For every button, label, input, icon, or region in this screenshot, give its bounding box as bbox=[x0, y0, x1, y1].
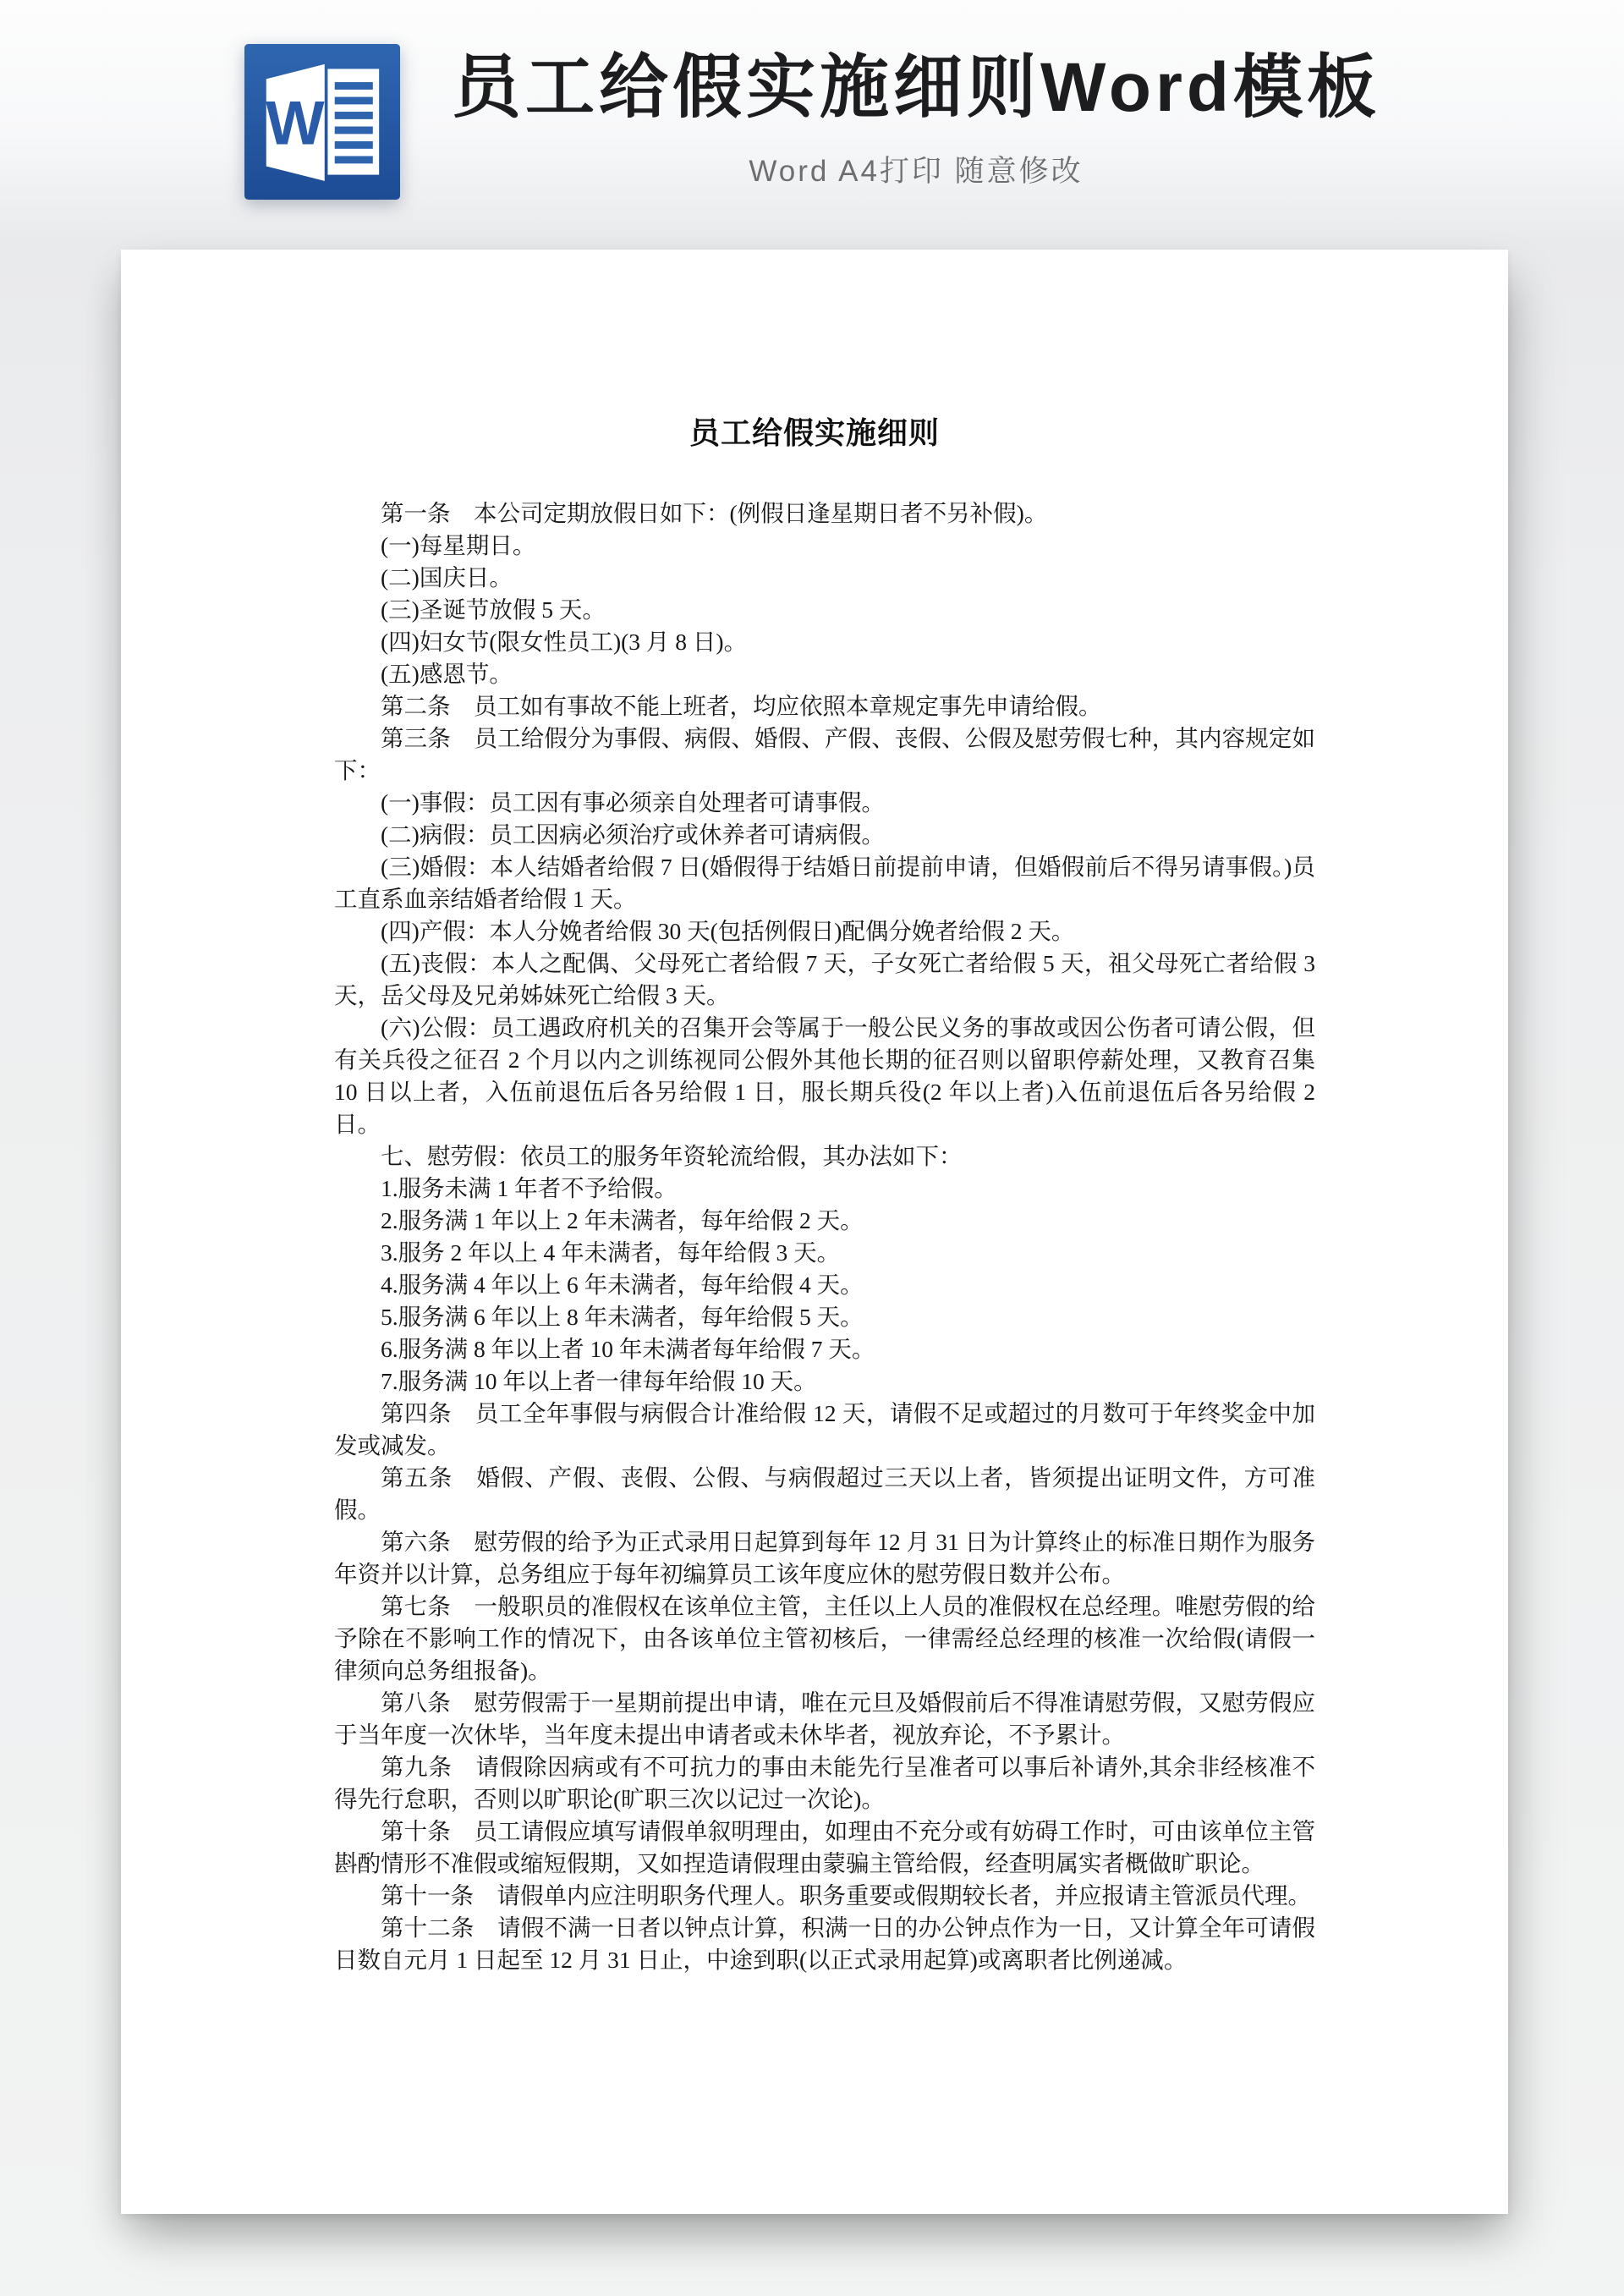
doc-paragraph: 七、慰劳假：依员工的服务年资轮流给假，其办法如下： bbox=[381, 1143, 963, 1169]
doc-paragraph: (三)婚假：本人结婚者给假 7 日(婚假得于结婚日前提前申请，但婚假前后不得另请事假。)员工直系血亲结婚者给假 1 天。 bbox=[334, 854, 1315, 912]
doc-paragraph: 第九条 请假除因病或有不可抗力的事由未能先行呈准者可以事后补请外,其余非经核准不得先行怠职，否则以旷职论(旷职三次以记过一次论)。 bbox=[334, 1754, 1315, 1812]
doc-paragraph: 第四条 员工全年事假与病假合计准给假 12 天，请假不足或超过的月数可于年终奖金中加发或减发。 bbox=[334, 1400, 1315, 1458]
template-subtitle: Word A4打印 随意修改 bbox=[749, 155, 1084, 188]
doc-paragraph: 第三条 员工给假分为事假、病假、婚假、产假、丧假、公假及慰劳假七种，其内容规定如下： bbox=[334, 725, 1315, 783]
doc-body bbox=[121, 497, 1508, 1976]
doc-paragraph: (六)公假：员工遇政府机关的召集开会等属于一般公民义务的事故或因公伤者可请公假，但有关兵役之征召 2 个月以内之训练视同公假外其他长期的征召则以留职停薪处理，又教育召集 10 日以上者，入伍前退伍后各另给假 1 日，服长期兵役(2 年以上者)入伍前退伍后各另给假 2 日。 bbox=[334, 1014, 1315, 1137]
doc-paragraph: 7.服务满 10 年以上者一律每年给假 10 天。 bbox=[381, 1368, 817, 1394]
doc-paragraph: 5.服务满 6 年以上 8 年未满者，每年给假 5 天。 bbox=[381, 1304, 864, 1330]
document-title: 员工给假实施细则 bbox=[689, 415, 940, 450]
doc-paragraph: 3.服务 2 年以上 4 年未满者，每年给假 3 天。 bbox=[381, 1239, 841, 1266]
document-page bbox=[121, 250, 1508, 2214]
doc-paragraph: (二)病假：员工因病必须治疗或休养者可请病假。 bbox=[381, 821, 885, 848]
doc-paragraph: (三)圣诞节放假 5 天。 bbox=[381, 596, 606, 623]
word-logo-icon bbox=[244, 44, 401, 200]
doc-paragraph: 6.服务满 8 年以上者 10 年未满者每年给假 7 天。 bbox=[381, 1336, 875, 1362]
header-text bbox=[451, 49, 1380, 190]
doc-paragraph: 第五条 婚假、产假、丧假、公假、与病假超过三天以上者，皆须提出证明文件，方可准假。 bbox=[334, 1464, 1315, 1523]
template-header bbox=[0, 0, 1624, 235]
doc-paragraph: (五)感恩节。 bbox=[381, 661, 513, 687]
doc-paragraph: 第七条 一般职员的准假权在该单位主管，主任以上人员的准假权在总经理。唯慰劳假的给予除在不影响工作的情况下，由各该单位主管初核后，一律需经总经理的核准一次给假(请假一律须向总务组报备)。 bbox=[334, 1593, 1315, 1684]
doc-paragraph: 第一条 本公司定期放假日如下：(例假日逢星期日者不另补假)。 bbox=[381, 500, 1048, 526]
doc-paragraph: (五)丧假：本人之配偶、父母死亡者给假 7 天，子女死亡者给假 5 天，祖父母死亡者给假 3 天，岳父母及兄弟姊妹死亡给假 3 天。 bbox=[334, 950, 1315, 1008]
svg-text:W: W bbox=[266, 87, 325, 158]
doc-paragraph: 2.服务满 1 年以上 2 年未满者，每年给假 2 天。 bbox=[381, 1207, 864, 1233]
doc-paragraph: 第八条 慰劳假需于一星期前提出申请，唯在元旦及婚假前后不得准请慰劳假，又慰劳假应于当年度一次休毕，当年度未提出申请者或未休毕者，视放弃论，不予累计。 bbox=[334, 1689, 1315, 1748]
doc-paragraph: (一)事假：员工因有事必须亲自处理者可请事假。 bbox=[381, 789, 885, 816]
doc-paragraph: 第六条 慰劳假的给予为正式录用日起算到每年 12 月 31 日为计算终止的标准日期作为服务年资并以计算，总务组应于每年初编算员工该年度应休的慰劳假日数并公布。 bbox=[334, 1529, 1315, 1587]
doc-paragraph: (四)产假：本人分娩者给假 30 天(包括例假日)配偶分娩者给假 2 天。 bbox=[381, 918, 1075, 944]
doc-paragraph: 第二条 员工如有事故不能上班者，均应依照本章规定事先申请给假。 bbox=[381, 693, 1102, 719]
doc-paragraph: (一)每星期日。 bbox=[381, 532, 536, 558]
doc-paragraph: 第十二条 请假不满一日者以钟点计算，积满一日的办公钟点作为一日，又计算全年可请假日数自元月 1 日起至 12 月 31 日止，中途到职(以正式录用起算)或离职者比例递减。 bbox=[334, 1914, 1315, 1973]
doc-paragraph: (四)妇女节(限女性员工)(3 月 8 日)。 bbox=[381, 629, 748, 655]
doc-paragraph: 1.服务未满 1 年者不予给假。 bbox=[381, 1175, 678, 1201]
doc-paragraph: 第十条 员工请假应填写请假单叙明理由，如理由不充分或有妨碍工作时，可由该单位主管斟酌情形不准假或缩短假期，又如捏造请假理由蒙骗主管给假，经查明属实者概做旷职论。 bbox=[334, 1818, 1315, 1876]
doc-paragraph: (二)国庆日。 bbox=[381, 564, 513, 590]
doc-paragraph: 第十一条 请假单内应注明职务代理人。职务重要或假期较长者，并应报请主管派员代理。 bbox=[381, 1882, 1311, 1909]
doc-paragraph: 4.服务满 4 年以上 6 年未满者，每年给假 4 天。 bbox=[381, 1272, 864, 1298]
template-title: 员工给假实施细则Word模板 bbox=[451, 49, 1380, 126]
